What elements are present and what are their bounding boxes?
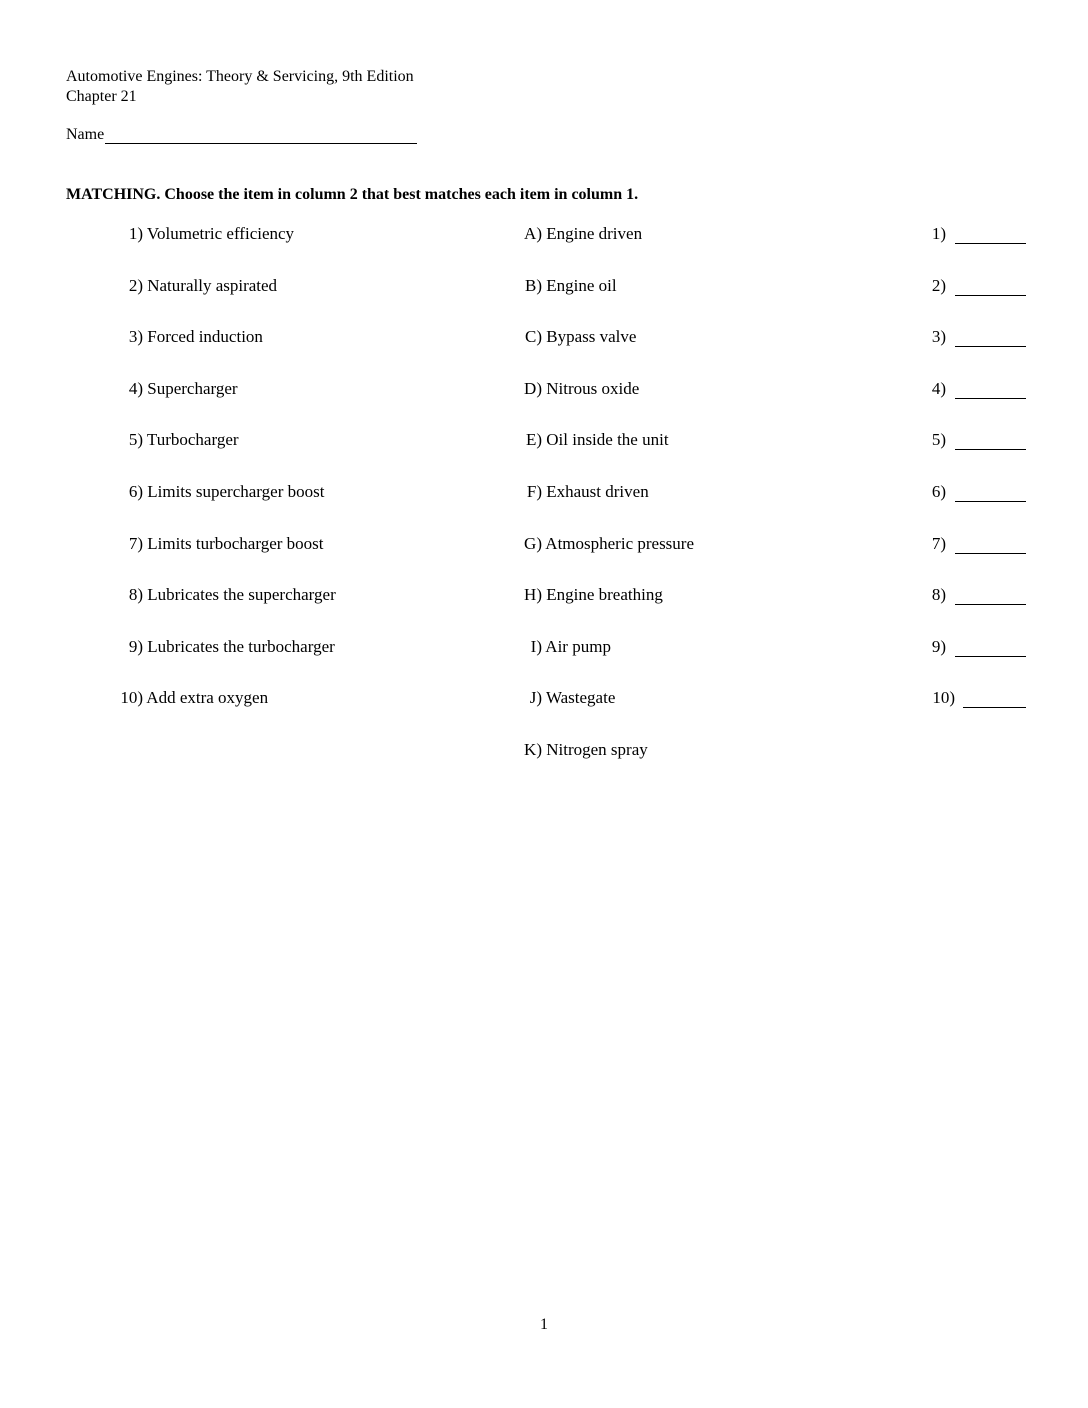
column1-item: 9) Lubricates the turbocharger <box>128 636 335 656</box>
column2-item: H) Engine breathing <box>524 585 663 605</box>
answer-blank[interactable] <box>955 243 1026 244</box>
answer-blank[interactable] <box>955 449 1026 450</box>
answer-label: 9) <box>931 636 946 656</box>
answer-blank[interactable] <box>955 398 1026 399</box>
answer-blank[interactable] <box>955 553 1026 554</box>
answer-label: 3) <box>931 327 946 347</box>
column1-item: 5) Turbocharger <box>128 430 239 450</box>
column1-item: 8) Lubricates the supercharger <box>128 585 336 605</box>
answer-label: 2) <box>931 275 946 295</box>
column1-item: 6) Limits supercharger boost <box>128 482 325 501</box>
answer-label: 7) <box>931 533 946 553</box>
column1-item: 3) Forced induction <box>128 327 263 347</box>
column1-item: 10) Add extra oxygen <box>120 688 269 708</box>
answer-blank[interactable] <box>955 656 1026 657</box>
column2-item: J) Wastegate <box>529 688 616 708</box>
instructions: MATCHING. Choose the item in column 2 that best matches each item in column 1. <box>66 186 639 203</box>
answer-label: 4) <box>931 378 946 398</box>
column2-item: E) Oil inside the unit <box>525 430 669 450</box>
answer-blank[interactable] <box>955 346 1026 347</box>
column1-item: 2) Naturally aspirated <box>128 275 278 295</box>
answer-label: 10) <box>932 688 955 708</box>
answer-blank[interactable] <box>955 604 1026 605</box>
column1-item: 7) Limits turbocharger boost <box>128 533 324 553</box>
column2-item: A) Engine driven <box>524 224 643 243</box>
answer-blank[interactable] <box>963 707 1026 708</box>
name-input-line[interactable] <box>105 126 417 144</box>
column1-item: 1) Volumetric efficiency <box>128 224 295 243</box>
name-label: Name <box>66 126 105 143</box>
column2-item: K) Nitrogen spray <box>524 740 648 759</box>
column2-item: D) Nitrous oxide <box>524 378 640 398</box>
column2-item: F) Exhaust driven <box>526 482 649 501</box>
page-number: 1 <box>540 1316 548 1333</box>
column2-item: C) Bypass valve <box>525 327 637 347</box>
name-row <box>66 125 417 144</box>
chapter-label: Chapter 21 <box>66 88 137 105</box>
column2-item: B) Engine oil <box>525 275 617 295</box>
answer-blank[interactable] <box>955 295 1026 296</box>
column1-item: 4) Supercharger <box>128 378 238 398</box>
answer-label: 6) <box>931 482 946 501</box>
column2-item: I) Air pump <box>530 636 611 656</box>
answer-label: 1) <box>931 224 946 243</box>
answer-blank[interactable] <box>955 501 1026 502</box>
answer-label: 5) <box>931 430 946 450</box>
answer-label: 8) <box>931 585 946 605</box>
book-title: Automotive Engines: Theory & Servicing, 9th Edition <box>66 68 414 85</box>
column2-item: G) Atmospheric pressure <box>524 533 695 553</box>
